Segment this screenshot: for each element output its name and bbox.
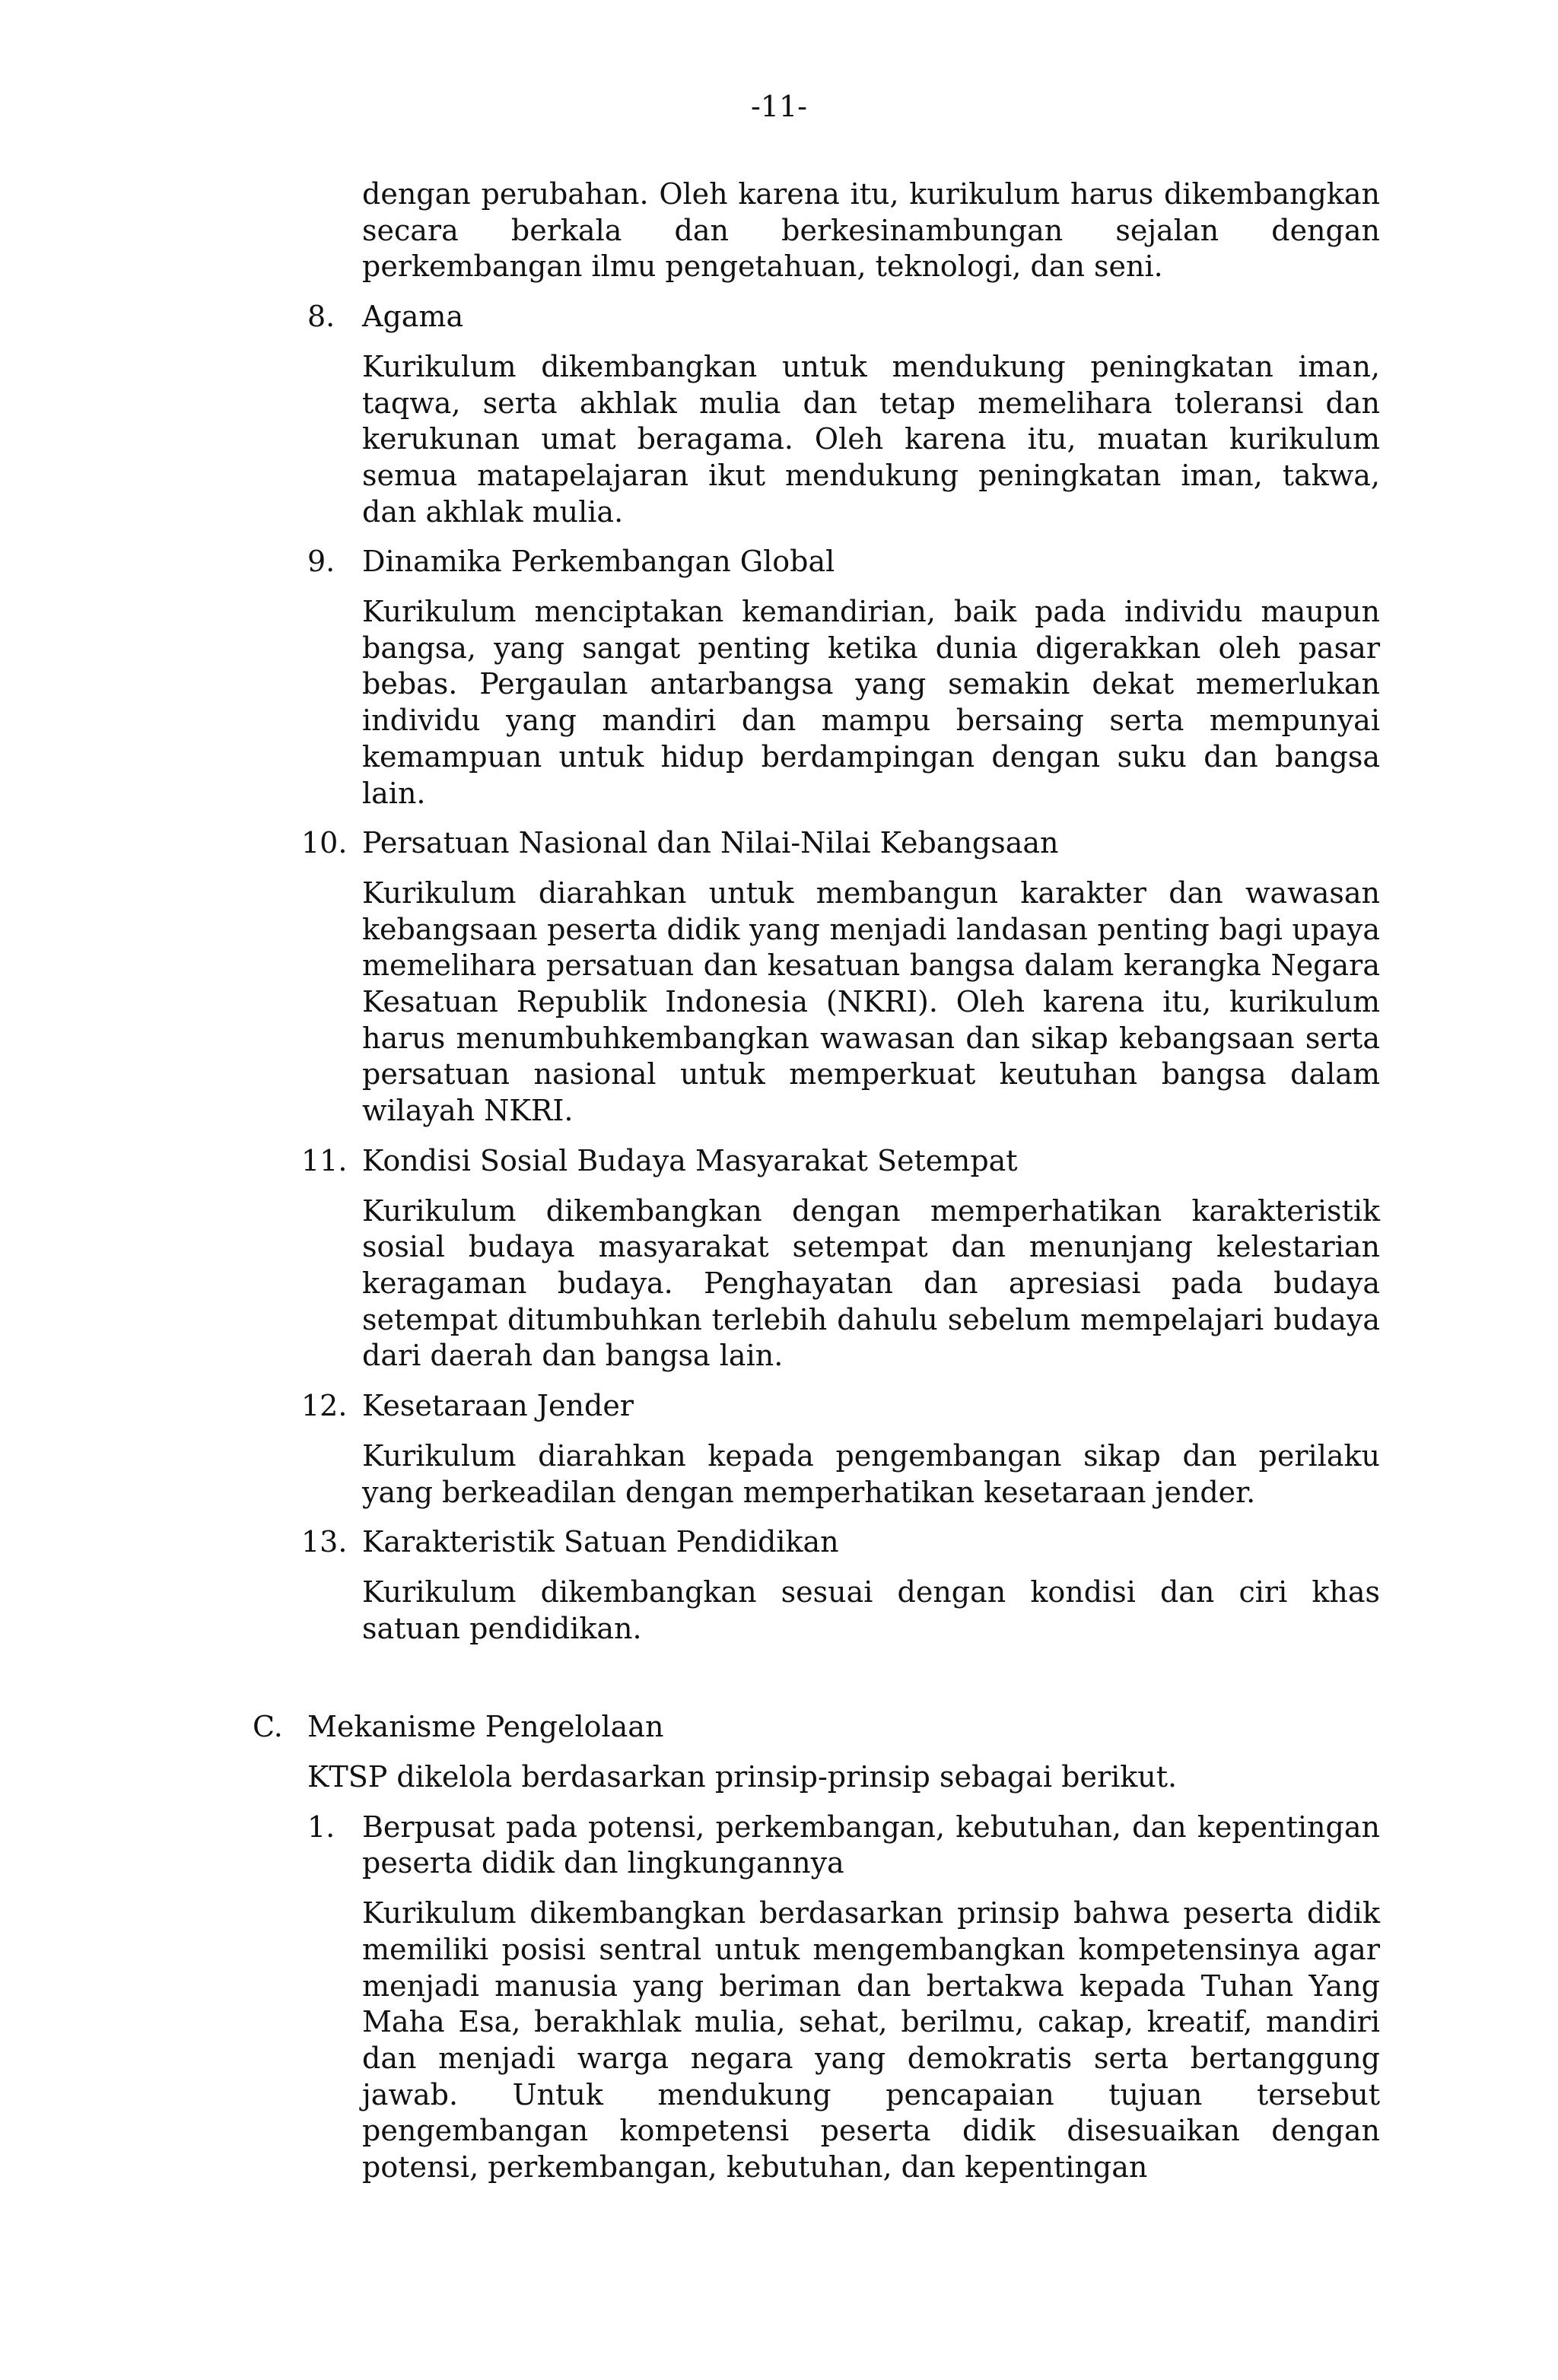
item-heading <box>301 1388 1380 1425</box>
item-title: Agama <box>362 300 464 334</box>
list-item-11 <box>301 1143 1380 1374</box>
item-heading <box>307 544 1380 580</box>
sub-item-heading <box>307 1810 1380 1882</box>
item-number: 8. <box>307 300 335 334</box>
item-title: Kondisi Sosial Budaya Masyarakat Setempat <box>362 1143 1018 1177</box>
item-number: 10. <box>301 826 348 860</box>
section-intro: KTSP dikelola berdasarkan prinsip-prinsip sebagai berikut. <box>307 1760 1178 1794</box>
item-heading <box>307 299 1380 335</box>
sub-item-title: Berpusat pada potensi, perkembangan, kebutuhan, dan kepentingan peserta didik dan lingkungannya <box>362 1810 1380 1880</box>
document-body <box>253 176 1380 2200</box>
item-heading <box>301 825 1380 862</box>
list-item-10 <box>301 825 1380 1130</box>
item-body: Kurikulum diarahkan kepada pengembangan sikap dan perilaku yang berkeadilan dengan memperhatikan kesetaraan jender. <box>362 1438 1380 1509</box>
item-title: Karakteristik Satuan Pendidikan <box>362 1525 839 1559</box>
item-body: Kurikulum dikembangkan dengan memperhatikan karakteristik sosial budaya masyarakat setempat dan menunjang kelestarian keragaman budaya. Penghayatan dan apresiasi pada budaya setempat ditumbuhkan terlebih dahulu sebelum mempelajari budaya dari daerah dan bangsa lain. <box>362 1193 1380 1373</box>
item-number: 11. <box>301 1143 348 1177</box>
list-item-8 <box>307 299 1380 530</box>
item-number: 9. <box>307 545 335 579</box>
sub-item-1 <box>307 1810 1380 2186</box>
sub-item-body: Kurikulum dikembangkan berdasarkan prinsip bahwa peserta didik memiliki posisi sentral untuk mengembangkan kompetensinya agar menjadi manusia yang beriman dan bertakwa kepada Tuhan Yang Maha Esa, berakhlak mulia, sehat, berilmu, cakap, kreatif, mandiri dan menjadi warga negara yang demokratis serta bertanggung jawab. Untuk mendukung pencapaian tujuan tersebut pengembangan kompetensi peserta didik disesuaikan dengan potensi, perkembangan, kebutuhan, dan kepentingan <box>362 1896 1380 2185</box>
list-item-9 <box>307 544 1380 812</box>
section-title: Mekanisme Pengelolaan <box>307 1710 664 1744</box>
item-number: 13. <box>301 1525 348 1559</box>
section-letter: C. <box>253 1710 283 1744</box>
item-heading <box>301 1524 1380 1561</box>
item-number: 12. <box>301 1389 348 1423</box>
item-title: Persatuan Nasional dan Nilai-Nilai Kebangsaan <box>362 826 1059 860</box>
item-body: Kurikulum dikembangkan sesuai dengan kondisi dan ciri khas satuan pendidikan. <box>362 1574 1380 1645</box>
list-item-13 <box>301 1524 1380 1647</box>
item-title: Kesetaraan Jender <box>362 1389 634 1423</box>
item-body: Kurikulum menciptakan kemandirian, baik pada individu maupun bangsa, yang sangat penting ketika dunia digerakkan oleh pasar bebas. Pergaulan antarbangsa yang semakin dekat memerlukan individu yang mandiri dan mampu bersaing serta mempunyai kemampuan untuk hidup berdampingan dengan suku dan bangsa lain. <box>362 595 1380 810</box>
sub-item-number: 1. <box>307 1810 335 1844</box>
item-title: Dinamika Perkembangan Global <box>362 545 835 579</box>
item-body: Kurikulum diarahkan untuk membangun karakter dan wawasan kebangsaan peserta didik yang menjadi landasan penting bagi upaya memelihara persatuan dan kesatuan bangsa dalam kerangka Negara Kesatuan Republik Indonesia (NKRI). Oleh karena itu, kurikulum harus menumbuhkembangkan wawasan dan sikap kebangsaan serta persatuan nasional untuk memperkuat keutuhan bangsa dalam wilayah NKRI. <box>362 875 1380 1128</box>
section-heading-c <box>253 1709 1380 1746</box>
item-body: Kurikulum dikembangkan untuk mendukung peningkatan iman, taqwa, serta akhlak mulia dan tetap memelihara toleransi dan kerukunan umat beragama. Oleh karena itu, muatan kurikulum semua matapelajaran ikut mendukung peningkatan iman, takwa, dan akhlak mulia. <box>362 349 1380 529</box>
item-heading <box>301 1143 1380 1180</box>
list-item-12 <box>301 1388 1380 1511</box>
page-number: -11- <box>750 90 808 123</box>
continuation-paragraph: dengan perubahan. Oleh karena itu, kurikulum harus dikembangkan secara berkala dan berkesinambungan sejalan dengan perkembangan ilmu pengetahuan, teknologi, dan seni. <box>362 177 1380 284</box>
